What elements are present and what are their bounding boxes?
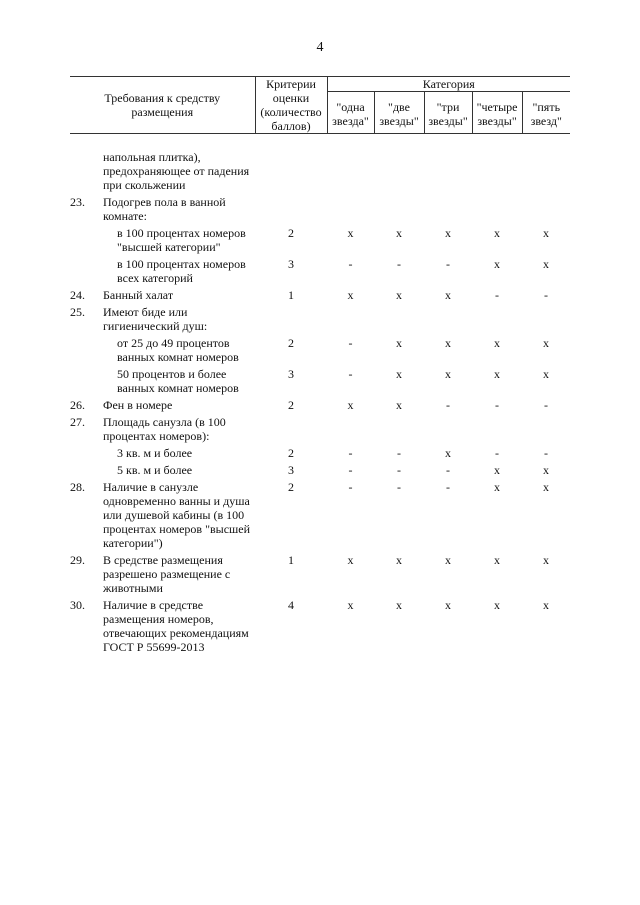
row-mark-star-2: x: [396, 336, 403, 350]
table-row: [70, 336, 570, 367]
row-mark-star-2: [374, 150, 424, 195]
header-star-1: "одна звезда": [327, 92, 374, 134]
row-mark-star-3: x: [445, 598, 452, 612]
row-mark-star-4: [472, 195, 522, 226]
row-mark-star-1: -: [348, 480, 353, 494]
row-number: [70, 463, 103, 480]
row-number: 25.: [70, 305, 85, 319]
row-number: 29.: [70, 553, 85, 567]
row-mark-star-4: x: [494, 367, 501, 381]
row-mark-star-1: x: [347, 288, 354, 302]
row-mark-star-4: -: [495, 398, 500, 412]
row-mark-star-3: -: [446, 463, 451, 477]
row-mark-star-1: -: [348, 463, 353, 477]
table-row: [70, 446, 570, 463]
row-requirement: Площадь санузла (в 100 процентах номеров):: [103, 415, 226, 443]
row-score: 2: [288, 480, 295, 494]
row-requirement: Банный халат: [103, 288, 174, 302]
row-mark-star-3: x: [445, 446, 452, 460]
row-number: [70, 446, 103, 463]
row-mark-star-1: -: [348, 257, 353, 271]
row-mark-star-4: x: [494, 598, 501, 612]
row-number: 23.: [70, 195, 85, 209]
row-mark-star-5: -: [544, 446, 549, 460]
table-row: [70, 367, 570, 398]
row-mark-star-2: -: [397, 463, 402, 477]
row-requirement: 5 кв. м и более: [117, 463, 193, 477]
row-mark-star-4: x: [494, 463, 501, 477]
row-requirement: В средстве размещения разрешено размещение с животными: [103, 553, 231, 595]
row-mark-star-5: [522, 415, 570, 446]
row-requirement: Фен в номере: [103, 398, 173, 412]
row-mark-star-2: [374, 415, 424, 446]
row-mark-star-4: [472, 305, 522, 336]
row-mark-star-1: x: [347, 398, 354, 412]
row-mark-star-2: -: [397, 480, 402, 494]
row-mark-star-2: x: [396, 226, 403, 240]
row-requirement: 3 кв. м и более: [117, 446, 193, 460]
row-requirement: от 25 до 49 процентов ванных комнат номеров: [117, 336, 239, 364]
row-score: 3: [288, 367, 295, 381]
row-mark-star-2: x: [396, 288, 403, 302]
header-criteria: Критерии оценки (количество баллов): [255, 77, 327, 134]
row-requirement: в 100 процентах номеров всех категорий: [117, 257, 246, 285]
header-star-4: "четыре звезды": [472, 92, 522, 134]
table-row: [70, 598, 570, 657]
row-mark-star-4: x: [494, 480, 501, 494]
table-header: [70, 77, 570, 134]
row-mark-star-5: [522, 195, 570, 226]
table-row: [70, 553, 570, 598]
row-score: 1: [288, 288, 295, 302]
row-mark-star-3: x: [445, 553, 452, 567]
table-body: [70, 134, 570, 658]
row-mark-star-5: [522, 305, 570, 336]
row-score: 2: [288, 226, 295, 240]
header-requirements: Требования к средству размещения: [70, 77, 255, 134]
row-mark-star-1: x: [347, 598, 354, 612]
row-mark-star-1: -: [348, 336, 353, 350]
row-mark-star-3: [424, 305, 472, 336]
row-number: [70, 257, 103, 288]
row-mark-star-5: x: [543, 463, 550, 477]
table-row: [70, 226, 570, 257]
row-mark-star-3: x: [445, 367, 452, 381]
row-mark-star-5: x: [543, 336, 550, 350]
row-mark-star-3: [424, 195, 472, 226]
row-mark-star-2: -: [397, 446, 402, 460]
classification-table: [70, 76, 570, 657]
table-row: [70, 305, 570, 336]
table-row: [70, 415, 570, 446]
row-score: [255, 305, 327, 336]
page-number: 4: [316, 40, 324, 55]
row-mark-star-2: x: [396, 367, 403, 381]
row-mark-star-1: [327, 305, 374, 336]
row-mark-star-4: -: [495, 288, 500, 302]
row-mark-star-5: x: [543, 480, 550, 494]
row-mark-star-3: [424, 415, 472, 446]
row-mark-star-4: x: [494, 336, 501, 350]
table-row: [70, 257, 570, 288]
row-mark-star-2: [374, 305, 424, 336]
row-score: 2: [288, 446, 295, 460]
row-score: [255, 150, 327, 195]
row-mark-star-1: -: [348, 367, 353, 381]
row-number: 24.: [70, 288, 85, 302]
row-requirement: Наличие в санузле одновременно ванны и душа или душевой кабины (в 100 процентах номеров "высшей категории"): [103, 480, 251, 550]
row-number: [70, 336, 103, 367]
row-mark-star-3: x: [445, 226, 452, 240]
row-mark-star-2: [374, 195, 424, 226]
table-row: [70, 480, 570, 553]
row-mark-star-1: -: [348, 446, 353, 460]
row-number: 26.: [70, 398, 85, 412]
row-mark-star-3: -: [446, 257, 451, 271]
row-mark-star-1: [327, 195, 374, 226]
row-requirement: напольная плитка), предохраняющее от падения при скольжении: [103, 150, 250, 192]
row-mark-star-3: [424, 150, 472, 195]
row-mark-star-3: x: [445, 288, 452, 302]
row-number: [70, 226, 103, 257]
row-score: [255, 415, 327, 446]
row-score: 3: [288, 463, 295, 477]
row-score: 2: [288, 336, 295, 350]
header-star-3: "три звезды": [424, 92, 472, 134]
table-row: [70, 288, 570, 305]
row-mark-star-3: x: [445, 336, 452, 350]
row-mark-star-5: x: [543, 257, 550, 271]
header-spacer: [70, 134, 570, 151]
row-requirement: Подогрев пола в ванной комнате:: [103, 195, 226, 223]
row-number: 30.: [70, 598, 85, 612]
row-mark-star-1: x: [347, 553, 354, 567]
row-mark-star-2: x: [396, 398, 403, 412]
row-mark-star-5: -: [544, 398, 549, 412]
row-mark-star-1: [327, 150, 374, 195]
row-score: 3: [288, 257, 295, 271]
table-row: [70, 398, 570, 415]
row-mark-star-4: -: [495, 446, 500, 460]
row-requirement: в 100 процентах номеров "высшей категории": [117, 226, 246, 254]
row-mark-star-5: x: [543, 367, 550, 381]
row-mark-star-1: x: [347, 226, 354, 240]
row-number: 28.: [70, 480, 85, 494]
table-row: [70, 463, 570, 480]
row-score: [255, 195, 327, 226]
row-number: [70, 150, 103, 195]
row-score: 2: [288, 398, 295, 412]
row-mark-star-5: x: [543, 226, 550, 240]
row-mark-star-3: -: [446, 480, 451, 494]
row-mark-star-4: x: [494, 257, 501, 271]
row-mark-star-4: x: [494, 226, 501, 240]
row-mark-star-4: [472, 150, 522, 195]
header-star-2: "две звезды": [374, 92, 424, 134]
row-score: 1: [288, 553, 295, 567]
row-mark-star-2: -: [397, 257, 402, 271]
header-category: Категория: [327, 77, 570, 92]
row-mark-star-5: x: [543, 598, 550, 612]
row-requirement: Наличие в средстве размещения номеров, отвечающих рекомендациям ГОСТ Р 55699-2013: [103, 598, 249, 654]
row-mark-star-5: -: [544, 288, 549, 302]
row-mark-star-3: -: [446, 398, 451, 412]
row-mark-star-4: [472, 415, 522, 446]
row-mark-star-5: x: [543, 553, 550, 567]
row-number: [70, 367, 103, 398]
row-mark-star-2: x: [396, 553, 403, 567]
table-row: [70, 195, 570, 226]
row-mark-star-1: [327, 415, 374, 446]
row-mark-star-5: [522, 150, 570, 195]
row-requirement: 50 процентов и более ванных комнат номеров: [117, 367, 239, 395]
row-score: 4: [288, 598, 295, 612]
row-mark-star-4: x: [494, 553, 501, 567]
header-star-5: "пять звезд": [522, 92, 570, 134]
table-row: [70, 150, 570, 195]
row-requirement: Имеют биде или гигиенический душ:: [103, 305, 208, 333]
row-number: 27.: [70, 415, 85, 429]
row-mark-star-2: x: [396, 598, 403, 612]
